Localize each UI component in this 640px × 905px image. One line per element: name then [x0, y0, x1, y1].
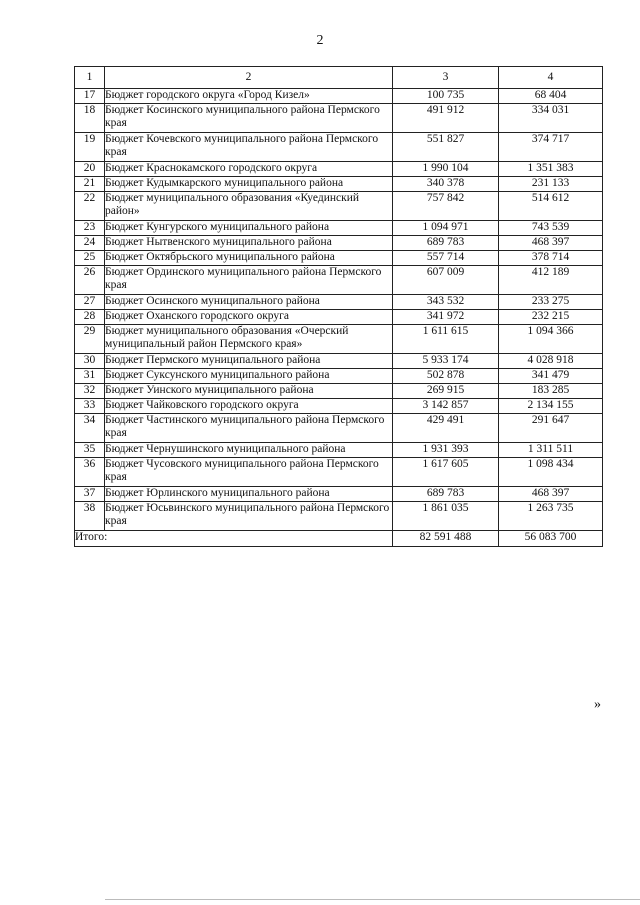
row-name: Бюджет Чернушинского муниципального района [105, 443, 393, 458]
row-col-3: 551 827 [393, 133, 499, 162]
row-name: Бюджет Юсьвинского муниципального района Пермского края [105, 502, 393, 531]
header-col-1: 1 [75, 67, 105, 89]
row-name: Бюджет Чайковского городского округа [105, 399, 393, 414]
row-name: Бюджет муниципального образования «Куединский район» [105, 192, 393, 221]
table-row [75, 89, 603, 104]
row-col-3: 3 142 857 [393, 399, 499, 414]
table-row [75, 162, 603, 177]
table-row [75, 354, 603, 369]
row-col-4: 2 134 155 [499, 399, 603, 414]
row-col-4: 378 714 [499, 251, 603, 266]
row-name: Бюджет Юрлинского муниципального района [105, 487, 393, 502]
row-col-3: 607 009 [393, 266, 499, 295]
header-col-2: 2 [105, 67, 393, 89]
row-number: 25 [75, 251, 105, 266]
table-row [75, 192, 603, 221]
continuation-mark: » [594, 697, 601, 712]
row-number: 29 [75, 325, 105, 354]
table-row [75, 443, 603, 458]
table-row [75, 458, 603, 487]
row-col-3: 100 735 [393, 89, 499, 104]
row-number: 26 [75, 266, 105, 295]
row-col-4: 231 133 [499, 177, 603, 192]
table-row [75, 236, 603, 251]
table-row [75, 399, 603, 414]
row-col-3: 5 933 174 [393, 354, 499, 369]
row-col-4: 183 285 [499, 384, 603, 399]
page-number: 2 [316, 33, 324, 48]
row-number: 30 [75, 354, 105, 369]
row-number: 31 [75, 369, 105, 384]
row-number: 36 [75, 458, 105, 487]
row-name: Бюджет Краснокамского городского округа [105, 162, 393, 177]
row-col-4: 1 098 434 [499, 458, 603, 487]
row-col-4: 68 404 [499, 89, 603, 104]
table-header-row [75, 67, 603, 89]
row-name: Бюджет Косинского муниципального района Пермского края [105, 104, 393, 133]
row-col-4: 1 263 735 [499, 502, 603, 531]
table-row [75, 384, 603, 399]
row-col-3: 1 990 104 [393, 162, 499, 177]
row-col-3: 491 912 [393, 104, 499, 133]
row-col-3: 1 094 971 [393, 221, 499, 236]
row-col-3: 1 861 035 [393, 502, 499, 531]
row-col-3: 340 378 [393, 177, 499, 192]
row-col-4: 1 311 511 [499, 443, 603, 458]
row-number: 18 [75, 104, 105, 133]
row-col-4: 1 351 383 [499, 162, 603, 177]
row-col-4: 4 028 918 [499, 354, 603, 369]
row-name: Бюджет Оханского городского округа [105, 310, 393, 325]
table-row [75, 369, 603, 384]
table-row [75, 266, 603, 295]
row-col-3: 1 931 393 [393, 443, 499, 458]
row-number: 24 [75, 236, 105, 251]
total-col-3: 82 591 488 [393, 531, 499, 547]
row-col-3: 341 972 [393, 310, 499, 325]
row-number: 21 [75, 177, 105, 192]
row-number: 37 [75, 487, 105, 502]
row-name: Бюджет Октябрьского муниципального района [105, 251, 393, 266]
row-col-3: 689 783 [393, 236, 499, 251]
row-col-3: 1 611 615 [393, 325, 499, 354]
table-row [75, 325, 603, 354]
row-number: 17 [75, 89, 105, 104]
row-number: 23 [75, 221, 105, 236]
total-row [75, 531, 603, 547]
row-name: Бюджет Уинского муниципального района [105, 384, 393, 399]
row-col-4: 233 275 [499, 295, 603, 310]
row-name: Бюджет Пермского муниципального района [105, 354, 393, 369]
total-col-4: 56 083 700 [499, 531, 603, 547]
scan-edge-line [105, 899, 640, 900]
header-col-4: 4 [499, 67, 603, 89]
table-row [75, 177, 603, 192]
row-col-3: 502 878 [393, 369, 499, 384]
header-col-3: 3 [393, 67, 499, 89]
budget-table [74, 66, 603, 547]
row-number: 27 [75, 295, 105, 310]
row-name: Бюджет Чусовского муниципального района Пермского края [105, 458, 393, 487]
row-col-3: 1 617 605 [393, 458, 499, 487]
table-row [75, 502, 603, 531]
row-col-3: 343 532 [393, 295, 499, 310]
row-number: 38 [75, 502, 105, 531]
row-col-4: 374 717 [499, 133, 603, 162]
row-name: Бюджет Суксунского муниципального района [105, 369, 393, 384]
row-name: Бюджет Кочевского муниципального района Пермского края [105, 133, 393, 162]
row-col-4: 468 397 [499, 487, 603, 502]
row-col-4: 232 215 [499, 310, 603, 325]
row-number: 19 [75, 133, 105, 162]
row-col-4: 291 647 [499, 414, 603, 443]
row-col-4: 743 539 [499, 221, 603, 236]
table-row [75, 104, 603, 133]
table-row [75, 221, 603, 236]
row-col-4: 412 189 [499, 266, 603, 295]
row-name: Бюджет Кудымкарского муниципального района [105, 177, 393, 192]
total-label: Итого: [75, 531, 393, 547]
row-number: 33 [75, 399, 105, 414]
row-name: Бюджет Осинского муниципального района [105, 295, 393, 310]
row-name: Бюджет Частинского муниципального района Пермского края [105, 414, 393, 443]
table-row [75, 310, 603, 325]
row-col-3: 269 915 [393, 384, 499, 399]
row-name: Бюджет Нытвенского муниципального района [105, 236, 393, 251]
row-col-3: 429 491 [393, 414, 499, 443]
row-col-3: 557 714 [393, 251, 499, 266]
row-name: Бюджет муниципального образования «Очерский муниципальный район Пермского края» [105, 325, 393, 354]
row-number: 22 [75, 192, 105, 221]
row-number: 28 [75, 310, 105, 325]
row-col-4: 1 094 366 [499, 325, 603, 354]
row-number: 20 [75, 162, 105, 177]
row-name: Бюджет городского округа «Город Кизел» [105, 89, 393, 104]
table-row [75, 487, 603, 502]
table-row [75, 251, 603, 266]
table-body [75, 89, 603, 531]
row-number: 35 [75, 443, 105, 458]
row-col-4: 341 479 [499, 369, 603, 384]
row-col-3: 757 842 [393, 192, 499, 221]
row-col-4: 334 031 [499, 104, 603, 133]
table-row [75, 414, 603, 443]
row-col-4: 468 397 [499, 236, 603, 251]
row-name: Бюджет Ординского муниципального района Пермского края [105, 266, 393, 295]
row-col-4: 514 612 [499, 192, 603, 221]
table-row [75, 133, 603, 162]
row-number: 32 [75, 384, 105, 399]
row-name: Бюджет Кунгурского муниципального района [105, 221, 393, 236]
row-col-3: 689 783 [393, 487, 499, 502]
table-row [75, 295, 603, 310]
row-number: 34 [75, 414, 105, 443]
